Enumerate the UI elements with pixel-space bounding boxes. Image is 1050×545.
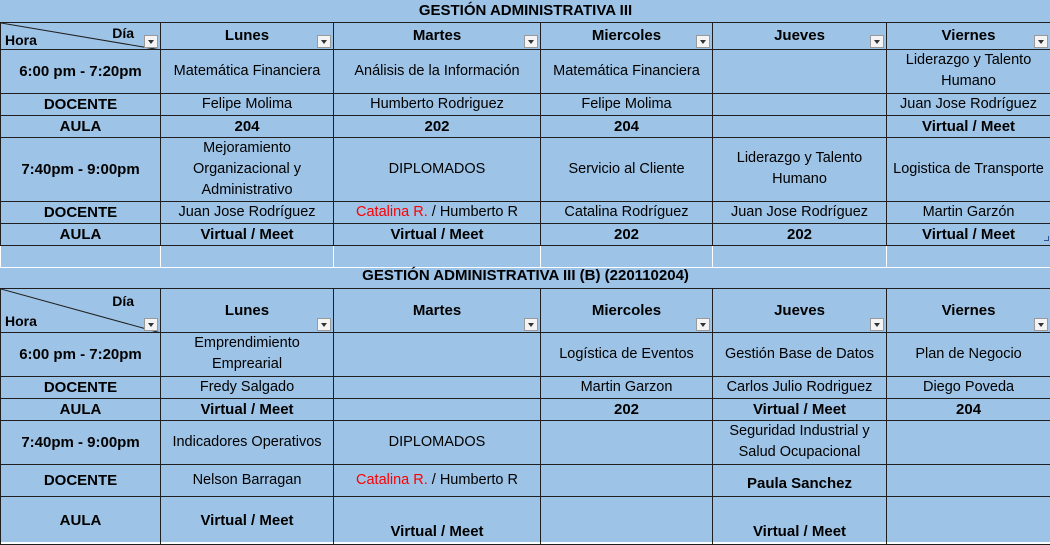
aula-cell[interactable]: 202	[541, 223, 713, 245]
day-header-miercoles	[541, 288, 713, 332]
schedule-b-table	[0, 263, 1050, 545]
filter-dropdown-icon[interactable]	[524, 35, 538, 48]
filter-dropdown-icon[interactable]	[696, 318, 710, 331]
docente-cell[interactable]: Carlos Julio Rodriguez	[713, 376, 887, 398]
subject-cell[interactable]: Liderazgo y Talento Humano	[887, 49, 1050, 93]
docente-cell[interactable]	[334, 376, 541, 398]
subject-cell[interactable]: Seguridad Industrial y Salud Ocupacional	[713, 420, 887, 464]
time-slot-label: 6:00 pm - 7:20pm	[1, 332, 161, 376]
subject-cell[interactable]: Indicadores Operativos	[161, 420, 334, 464]
day-label: Viernes	[942, 302, 996, 319]
time-slot-label: 6:00 pm - 7:20pm	[1, 49, 161, 93]
subject-cell[interactable]: Matemática Financiera	[541, 49, 713, 93]
corner-dia-label: Día	[112, 23, 134, 44]
day-header-jueves	[713, 22, 887, 49]
filter-dropdown-icon[interactable]	[870, 35, 884, 48]
aula-cell[interactable]	[713, 115, 887, 137]
day-label: Miercoles	[592, 302, 661, 319]
subject-cell[interactable]: Liderazgo y Talento Humano	[713, 137, 887, 201]
subject-cell[interactable]: DIPLOMADOS	[334, 420, 541, 464]
docente-cell[interactable]: Catalina Rodríguez	[541, 201, 713, 223]
schedule-a-title: GESTIÓN ADMINISTRATIVA III	[1, 0, 1050, 22]
day-header-viernes	[887, 22, 1050, 49]
subject-cell[interactable]	[713, 49, 887, 93]
filter-dropdown-icon[interactable]	[696, 35, 710, 48]
docente-cell[interactable]: Juan Jose Rodríguez	[887, 93, 1050, 115]
filter-dropdown-icon[interactable]	[317, 35, 331, 48]
corner-dia-label: Día	[112, 291, 134, 312]
subject-cell[interactable]: Servicio al Cliente	[541, 137, 713, 201]
docente-label: DOCENTE	[1, 201, 161, 223]
corner-hora-label: Hora	[5, 311, 37, 332]
docente-cell[interactable]	[541, 464, 713, 496]
docente-cell[interactable]: Felipe Molima	[541, 93, 713, 115]
aula-cell[interactable]: Virtual / Meet	[887, 115, 1050, 137]
aula-cell[interactable]: 204	[887, 398, 1050, 420]
docente-cell[interactable]	[887, 464, 1050, 496]
docente-name: Humberto R	[440, 472, 518, 488]
day-label: Viernes	[942, 27, 996, 44]
subject-cell[interactable]: Plan de Negocio	[887, 332, 1050, 376]
docente-name: Humberto R	[440, 204, 518, 220]
docente-cell[interactable]: Nelson Barragan	[161, 464, 334, 496]
docente-cell[interactable]: Juan Jose Rodríguez	[713, 201, 887, 223]
filter-dropdown-icon[interactable]	[144, 35, 158, 48]
docente-cell[interactable]: Martin Garzon	[541, 376, 713, 398]
day-header-lunes	[161, 288, 334, 332]
day-label: Miercoles	[592, 27, 661, 44]
aula-label: AULA	[1, 115, 161, 137]
corner-hora-label: Hora	[5, 30, 37, 50]
docente-label: DOCENTE	[1, 93, 161, 115]
schedule-b-title: GESTIÓN ADMINISTRATIVA III (B) (220110204)	[1, 263, 1050, 288]
subject-cell[interactable]: Emprendimiento Emprearial	[161, 332, 334, 376]
subject-cell[interactable]: Logística de Eventos	[541, 332, 713, 376]
day-label: Jueves	[774, 27, 825, 44]
docente-cell[interactable]: Humberto Rodriguez	[334, 93, 541, 115]
docente-separator: /	[428, 204, 440, 220]
subject-cell[interactable]: DIPLOMADOS	[334, 137, 541, 201]
aula-cell[interactable]: Virtual / Meet	[334, 223, 541, 245]
subject-cell[interactable]	[334, 332, 541, 376]
day-header-martes	[334, 22, 541, 49]
aula-cell[interactable]: Virtual / Meet	[161, 398, 334, 420]
subject-cell[interactable]	[887, 420, 1050, 464]
day-label: Lunes	[225, 302, 269, 319]
time-slot-label: 7:40pm - 9:00pm	[1, 137, 161, 201]
subject-cell[interactable]	[541, 420, 713, 464]
subject-cell[interactable]: Matemática Financiera	[161, 49, 334, 93]
day-label: Martes	[413, 27, 461, 44]
docente-cell[interactable]	[334, 201, 541, 223]
fill-handle-icon[interactable]	[1044, 236, 1049, 241]
time-slot-label: 7:40pm - 9:00pm	[1, 420, 161, 464]
docente-red-name: Catalina R.	[356, 204, 428, 220]
docente-red-name: Catalina R.	[356, 472, 428, 488]
aula-cell[interactable]: Virtual / Meet	[713, 496, 887, 544]
aula-cell[interactable]: Virtual / Meet	[713, 398, 887, 420]
day-hour-corner	[1, 288, 161, 332]
aula-label: AULA	[1, 496, 161, 544]
docente-label: DOCENTE	[1, 376, 161, 398]
docente-cell[interactable]: Diego Poveda	[887, 376, 1050, 398]
docente-cell[interactable]: Paula Sanchez	[713, 464, 887, 496]
aula-cell[interactable]: Virtual / Meet	[161, 223, 334, 245]
filter-dropdown-icon[interactable]	[1034, 318, 1048, 331]
aula-cell[interactable]: 204	[161, 115, 334, 137]
day-label: Lunes	[225, 27, 269, 44]
aula-label: AULA	[1, 398, 161, 420]
docente-cell[interactable]: Juan Jose Rodríguez	[161, 201, 334, 223]
filter-dropdown-icon[interactable]	[870, 318, 884, 331]
aula-cell[interactable]	[541, 496, 713, 544]
aula-cell[interactable]: 202	[541, 398, 713, 420]
aula-cell[interactable]: 202	[334, 115, 541, 137]
docente-cell[interactable]: Fredy Salgado	[161, 376, 334, 398]
aula-cell[interactable]: Virtual / Meet	[887, 223, 1050, 245]
day-header-lunes	[161, 22, 334, 49]
day-header-viernes	[887, 288, 1050, 332]
day-label: Jueves	[774, 302, 825, 319]
docente-separator: /	[428, 472, 440, 488]
subject-cell[interactable]: Análisis de la Información	[334, 49, 541, 93]
subject-cell[interactable]: Logistica de Transporte	[887, 137, 1050, 201]
docente-cell[interactable]	[713, 93, 887, 115]
docente-label: DOCENTE	[1, 464, 161, 496]
day-label: Martes	[413, 302, 461, 319]
aula-cell[interactable]: 202	[713, 223, 887, 245]
day-header-jueves	[713, 288, 887, 332]
aula-cell[interactable]: Virtual / Meet	[161, 496, 334, 544]
docente-cell[interactable]	[334, 464, 541, 496]
aula-cell[interactable]	[887, 496, 1050, 544]
subject-cell[interactable]: Gestión Base de Datos	[713, 332, 887, 376]
aula-cell[interactable]	[334, 398, 541, 420]
filter-dropdown-icon[interactable]	[144, 318, 158, 331]
docente-cell[interactable]: Martin Garzón	[887, 201, 1050, 223]
day-hour-corner	[1, 22, 161, 49]
aula-cell[interactable]: Virtual / Meet	[334, 496, 541, 544]
day-header-miercoles	[541, 22, 713, 49]
filter-dropdown-icon[interactable]	[524, 318, 538, 331]
day-header-martes	[334, 288, 541, 332]
filter-dropdown-icon[interactable]	[1034, 35, 1048, 48]
schedule-a-table	[0, 0, 1050, 268]
filter-dropdown-icon[interactable]	[317, 318, 331, 331]
aula-cell[interactable]: 204	[541, 115, 713, 137]
subject-cell[interactable]: Mejoramiento Organizacional y Administrativo	[161, 137, 334, 201]
aula-label: AULA	[1, 223, 161, 245]
docente-cell[interactable]: Felipe Molima	[161, 93, 334, 115]
